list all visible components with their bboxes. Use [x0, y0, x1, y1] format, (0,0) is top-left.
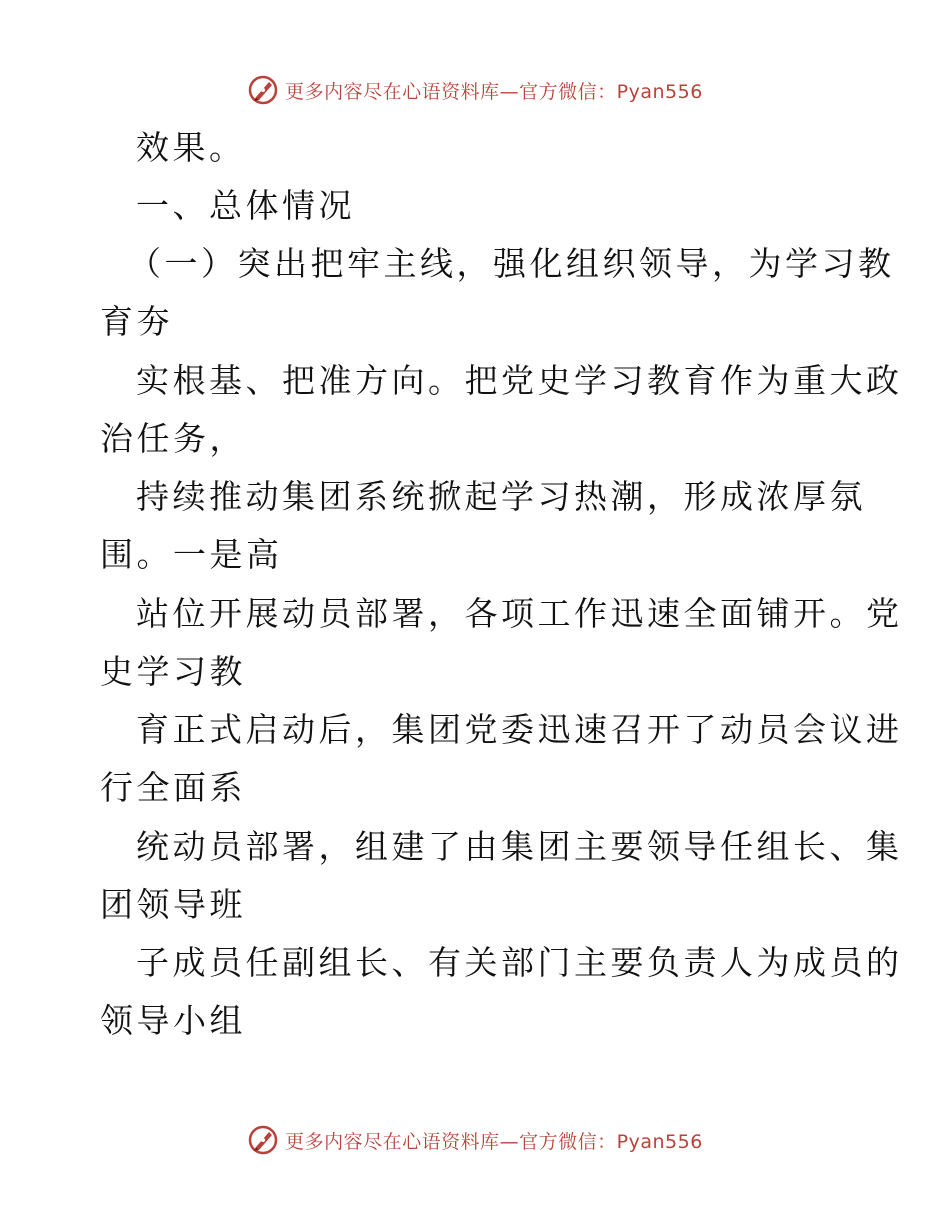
text-line: 实根基、把准方向。把党史学习教育作为重大政: [136, 361, 903, 400]
text-line: 领导小组: [100, 1001, 246, 1040]
header-banner: [0, 72, 950, 108]
text-line: 育正式启动后，集团党委迅速召开了动员会议进: [136, 710, 903, 749]
header-banner-text: 更多内容尽在心语资料库—官方微信：Pyan556: [285, 80, 703, 103]
footer-banner: [0, 1122, 950, 1158]
text-line: （一）突出把牢主线，强化组织领导，为学习教: [128, 244, 895, 283]
text-line: 史学习教: [100, 652, 246, 691]
text-line: 持续推动集团系统掀起学习热潮，形成浓厚氛: [136, 477, 866, 516]
text-line: 效果。: [136, 128, 246, 167]
text-line: 站位开展动员部署，各项工作迅速全面铺开。党: [136, 594, 903, 633]
text-line: 围。一是高: [100, 535, 283, 574]
text-line: 行全面系: [100, 768, 246, 807]
text-line: 团领导班: [100, 885, 246, 924]
text-line: 统动员部署，组建了由集团主要领导任组长、集: [136, 827, 903, 866]
text-line: 育夯: [100, 302, 173, 341]
pen-logo-icon: [247, 74, 279, 106]
text-line: 治任务，: [100, 419, 246, 458]
footer-banner-text: 更多内容尽在心语资料库—官方微信：Pyan556: [285, 1130, 703, 1153]
text-line: 一、总体情况: [136, 186, 355, 225]
text-line: 子成员任副组长、有关部门主要负责人为成员的: [136, 943, 903, 982]
pen-logo-icon: [247, 1124, 279, 1156]
